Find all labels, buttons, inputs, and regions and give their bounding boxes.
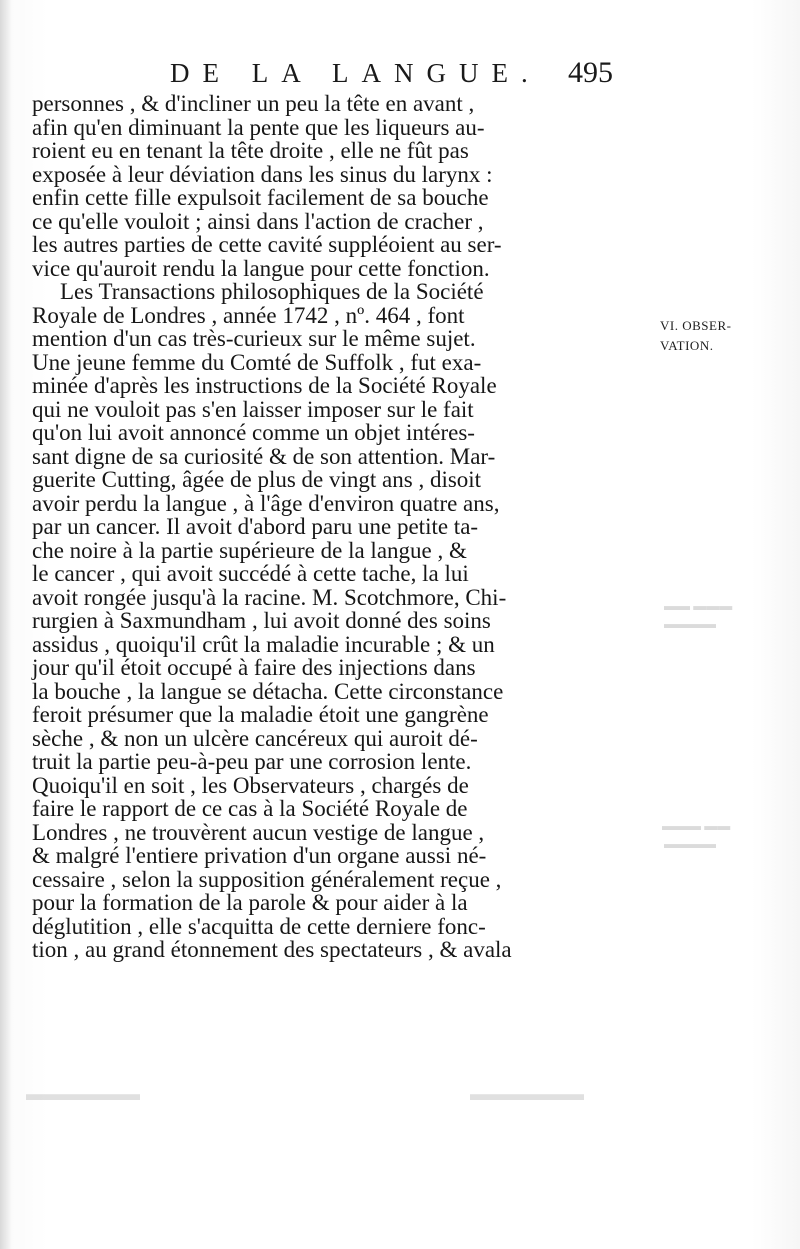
margin-note <box>660 316 780 356</box>
text-line: enfin cette fille expulsoit facilement de sa bouche <box>32 185 489 210</box>
text-line: avoir perdu la langue , à l'âge d'environ quatre ans, <box>32 490 500 516</box>
text-line: sant digne de sa curiosité & de son attention. Mar- <box>32 443 496 469</box>
text-line: avoit rongée jusqu'à la racine. M. Scotchmore, Chi- <box>32 584 507 610</box>
text-line: Quoiqu'il en soit , les Observateurs , chargés de <box>32 772 469 798</box>
text-line: Royale de Londres , année 1742 , nº. 464 , font <box>32 302 465 328</box>
text-line: sèche , & non un ulcère cancéreux qui auroit dé- <box>32 725 478 751</box>
body-text <box>32 92 652 962</box>
text-line: minée d'après les instructions de la Société Royale <box>32 373 497 398</box>
text-line: assidus , quoiqu'il crût la maladie incurable ; & un <box>32 631 495 657</box>
text-line: feroit présumer que la maladie étoit une gangrène <box>32 702 489 727</box>
page-number: 495 <box>568 56 613 89</box>
text-line: Une jeune femme du Comté de Suffolk , fut exa- <box>32 349 482 375</box>
text-line: ce qu'elle vouloit ; ainsi dans l'action de cracher , <box>32 208 484 234</box>
text-line: Londres , ne trouvèrent aucun vestige de langue , <box>32 819 485 845</box>
text-line: tion , au grand étonnement des spectateurs , & avala <box>32 937 512 962</box>
text-line: qui ne vouloit pas s'en laisser imposer sur le fait <box>32 396 474 422</box>
margin-note-line: VATION. <box>660 338 714 353</box>
text-line: la bouche , la langue se détacha. Cette circonstance <box>32 678 504 704</box>
show-through-mark: ▬▬▬▬▬▬ <box>470 1084 584 1105</box>
paragraph-start-line: Les Transactions philosophiques de la Société <box>60 279 484 304</box>
gutter-shadow <box>0 0 12 1249</box>
text-line: rurgien à Saxmundham , lui avoit donné des soins <box>32 608 491 633</box>
text-line: le cancer , qui avoit succédé à cette tache, la lui <box>32 561 469 586</box>
show-through-mark: ▬▬▬▬▬▬ <box>26 1084 140 1105</box>
text-line: déglutition , elle s'acquitta de cette derniere fonc- <box>32 913 486 939</box>
text-line: les autres parties de cette cavité suppléoient au ser- <box>32 232 502 257</box>
show-through-mark: ▬▬▬▬ <box>664 616 716 631</box>
text-line: exposée à leur déviation dans les sinus du larynx : <box>32 161 493 187</box>
text-line: faire le rapport de ce cas à la Société Royale de <box>32 796 468 821</box>
text-line: vice qu'auroit rendu la langue pour cette fonction. <box>32 255 490 281</box>
running-head: DE LA LANGUE. <box>170 58 541 88</box>
text-line: truit la partie peu-à-peu par une corrosion lente. <box>32 749 472 774</box>
text-line: cessaire , selon la supposition généralement reçue , <box>32 866 502 892</box>
text-line: personnes , & d'incliner un peu la tête en avant , <box>32 91 475 116</box>
text-line: che noire à la partie supérieure de la langue , & <box>32 537 467 563</box>
text-line: afin qu'en diminuant la pente que les liqueurs au- <box>32 114 485 140</box>
text-line: par un cancer. Il avoit d'abord paru une petite ta- <box>32 514 479 539</box>
text-line: & malgré l'entiere privation d'un organe aussi né- <box>32 843 487 868</box>
show-through-mark: ▬▬ ▬▬▬ <box>662 818 731 833</box>
text-line: qu'on lui avoit annoncé comme un objet intéres- <box>32 420 475 445</box>
show-through-mark: ▬▬▬▬ <box>664 836 716 851</box>
show-through-mark: ▬▬▬ ▬▬ <box>664 598 733 613</box>
text-line: jour qu'il étoit occupé à faire des injections dans <box>32 655 476 680</box>
text-line: mention d'un cas très-curieux sur le même sujet. <box>32 326 476 351</box>
text-line: guerite Cutting, âgée de plus de vingt ans , disoit <box>32 467 482 492</box>
text-line: roient eu en tenant la tête droite , elle ne fût pas <box>32 138 469 163</box>
margin-note-line: VI. OBSER- <box>660 318 732 333</box>
text-line: pour la formation de la parole & pour aider à la <box>32 890 468 915</box>
